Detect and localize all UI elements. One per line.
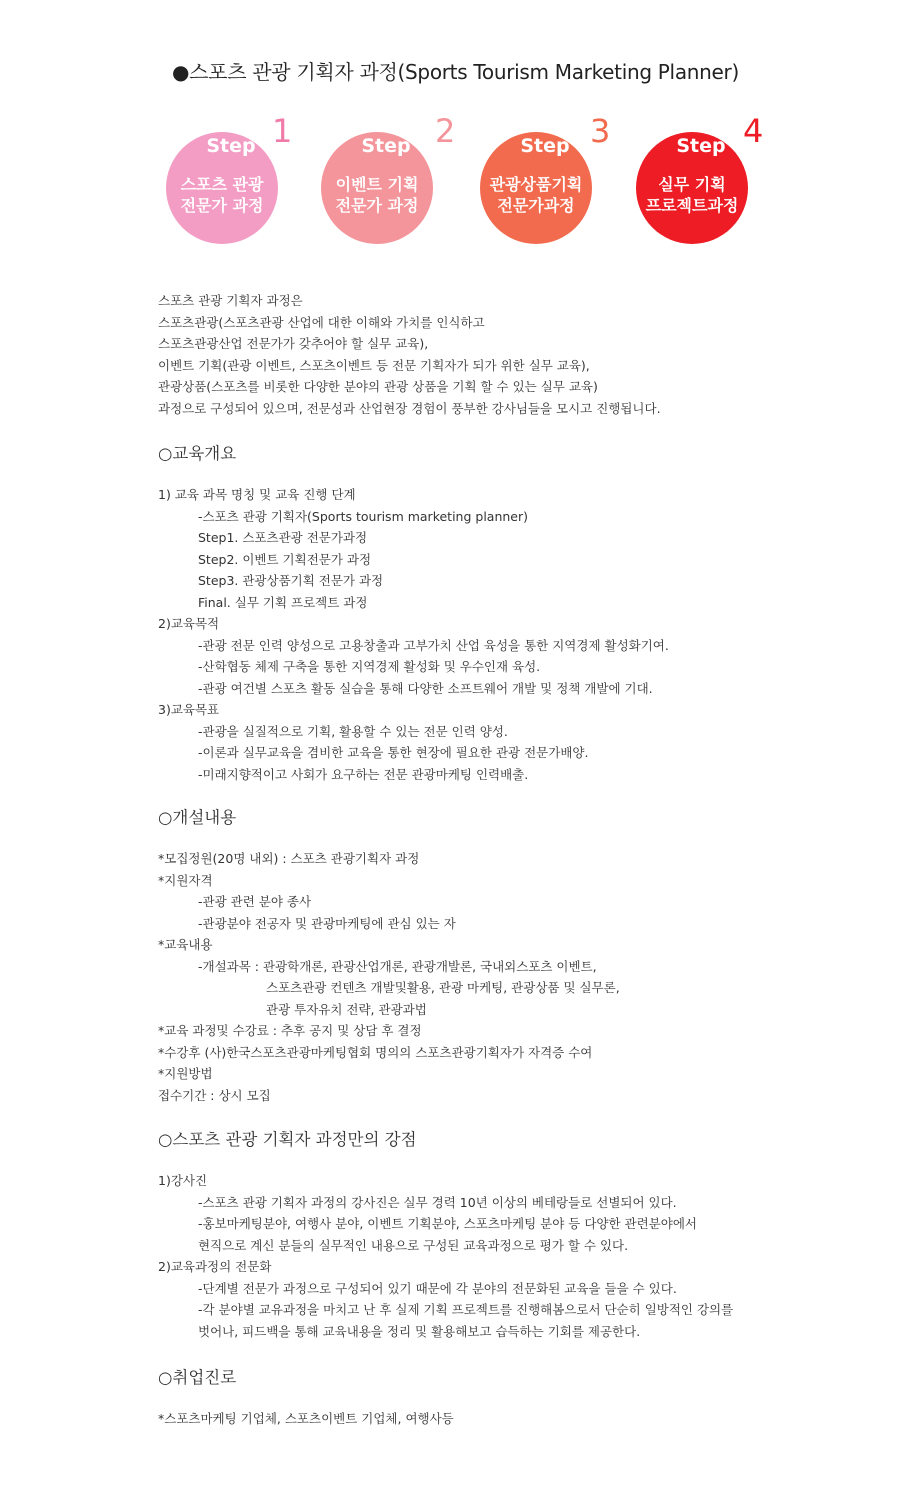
list-item: *교육 과정및 수강료 : 추후 공지 및 상담 후 결정 xyxy=(158,1023,422,1038)
intro-paragraph xyxy=(158,290,858,419)
list-item: *교육내용 xyxy=(158,937,213,952)
step-4-label xyxy=(636,174,748,216)
step-1-line1: 스포츠 관광 xyxy=(180,175,264,194)
list-item: *모집정원(20명 내외) : 스포츠 관광기획자 과정 xyxy=(158,851,420,866)
intro-line: 스포츠 관광 기획자 과정은 xyxy=(158,293,303,308)
step-2-line2: 전문가 과정 xyxy=(335,196,419,215)
section-heading-strengths: ○스포츠 관광 기획자 과정만의 강점 xyxy=(158,1130,417,1149)
step-3-circle xyxy=(480,132,592,244)
step-1-label xyxy=(166,174,278,216)
step-2-word: Step xyxy=(361,135,411,157)
step-3-line1: 관광상품기획 xyxy=(489,175,583,194)
list-item: 관광 투자유치 전략, 관광과법 xyxy=(266,1001,427,1017)
step-1 xyxy=(158,112,293,258)
step-1-word: Step xyxy=(206,135,256,157)
step-4-word: Step xyxy=(676,135,726,157)
page-title: ●스포츠 관광 기획자 과정(Sports Tourism Marketing Planner) xyxy=(172,60,739,84)
section-heading-overview: ○교육개요 xyxy=(158,444,237,463)
list-item: 3)교육목표 xyxy=(158,702,220,717)
list-item: -관광을 실질적으로 기획, 활용할 수 있는 전문 인력 양성. xyxy=(198,723,508,739)
list-item: *스포츠마케팅 기업체, 스포츠이벤트 기업체, 여행사등 xyxy=(158,1411,454,1426)
list-item: -관광 관련 분야 종사 xyxy=(198,894,312,909)
list-item: -이론과 실무교육을 겸비한 교육을 통한 현장에 필요한 관광 전문가배양. xyxy=(198,745,589,760)
list-item: -개설과목 : 관광학개론, 관광산업개론, 관광개발론, 국내외스포츠 이벤트, xyxy=(198,958,597,974)
list-item: -관광분야 전공자 및 관광마케팅에 관심 있는 자 xyxy=(198,915,456,931)
step-3-label xyxy=(480,174,592,216)
step-4-line1: 실무 기획 xyxy=(658,175,726,194)
list-item: Step2. 이벤트 기획전문가 과정 xyxy=(198,551,372,567)
step-2-label xyxy=(321,174,433,216)
step-1-line2: 전문가 과정 xyxy=(180,196,264,215)
step-2-line1: 이벤트 기획 xyxy=(335,175,419,194)
list-item: Step3. 관광상품기획 전문가 과정 xyxy=(198,573,384,588)
list-item: 접수기간 : 상시 모집 xyxy=(158,1087,271,1103)
step-diagram xyxy=(0,112,920,268)
list-item: 스포츠관광 컨텐츠 개발및활용, 관광 마케팅, 관광상품 및 실무론, xyxy=(266,980,620,995)
section-contents-content xyxy=(158,848,620,1106)
intro-line: 스포츠관광(스포츠관광 산업에 대한 이해와 가치를 인식하고 xyxy=(158,314,485,330)
list-item: 2)교육과정의 전문화 xyxy=(158,1259,272,1274)
list-item: 현직으로 계신 분들의 실무적인 내용으로 구성된 교육과정으로 평가 할 수 있다. xyxy=(198,1237,629,1253)
list-item: 1)강사진 xyxy=(158,1173,208,1188)
list-item: -미래지향적이고 사회가 요구하는 전문 관광마케팅 인력배출. xyxy=(198,766,529,782)
list-item: -산학협동 체제 구축을 통한 지역경제 활성화 및 우수인재 육성. xyxy=(198,659,541,674)
list-item: 1) 교육 과목 명칭 및 교육 진행 단계 xyxy=(158,487,356,502)
step-2-number: 2 xyxy=(435,112,456,150)
list-item: *수강후 (사)한국스포츠관광마케팅협회 명의의 스포츠관광기획자가 자격증 수여 xyxy=(158,1044,593,1060)
list-item: 2)교육목적 xyxy=(158,616,220,631)
step-3-number: 3 xyxy=(590,112,611,150)
intro-line: 과정으로 구성되어 있으며, 전문성과 산업현장 경험이 풍부한 강사님들을 모시고 진행됩니다. xyxy=(158,400,661,416)
section-overview-content xyxy=(158,484,669,785)
list-item: -관광 여건별 스포츠 활동 실습을 통해 다양한 소프트웨어 개발 및 정책 개발에 기대. xyxy=(198,680,653,696)
step-4-line2: 프로젝트과정 xyxy=(645,196,739,215)
step-3-line2: 전문가과정 xyxy=(497,196,575,215)
list-item: -스포츠 관광 기획자(Sports tourism marketing planner) xyxy=(198,508,529,524)
step-3 xyxy=(472,112,611,258)
step-4-number: 4 xyxy=(743,112,764,150)
list-item: -단계별 전문가 과정으로 구성되어 있기 때문에 각 분야의 전문화된 교육을 들을 수 있다. xyxy=(198,1280,677,1296)
intro-line: 이벤트 기획(관광 이벤트, 스포츠이벤트 등 전문 기획자가 되가 위한 실무 교육), xyxy=(158,357,590,373)
intro-line: 관광상품(스포츠를 비롯한 다양한 분야의 관광 상품을 기획 할 수 있는 실무 교육) xyxy=(158,379,598,394)
step-1-circle xyxy=(166,132,278,244)
step-4-circle xyxy=(636,132,748,244)
list-item: Final. 실무 기획 프로젝트 과정 xyxy=(198,594,368,610)
section-strengths-content xyxy=(158,1170,733,1342)
step-1-number: 1 xyxy=(272,112,293,150)
step-2 xyxy=(313,112,456,258)
list-item: -관광 전문 인력 양성으로 고용창출과 고부가치 산업 육성을 통한 지역경제 활성화기여. xyxy=(198,637,669,653)
list-item: Step1. 스포츠관광 전문가과정 xyxy=(198,530,368,545)
section-heading-contents: ○개설내용 xyxy=(158,808,237,827)
section-heading-careers: ○취업진로 xyxy=(158,1368,237,1387)
step-3-word: Step xyxy=(520,135,570,157)
list-item: *지원방법 xyxy=(158,1066,213,1081)
list-item: *지원자격 xyxy=(158,872,213,888)
list-item: -각 분야별 교유과정을 마치고 난 후 실제 기획 프로젝트를 진행해봄으로서 단순히 일방적인 강의를 xyxy=(198,1302,734,1317)
list-item: -홍보마케팅분야, 여행사 분야, 이벤트 기획분야, 스포츠마케팅 분야 등 다양한 관련분야에서 xyxy=(198,1216,697,1231)
list-item: 벗어나, 피드백을 통해 교육내용을 정리 및 활용해보고 습득하는 기회를 제공한다. xyxy=(198,1323,641,1339)
intro-line: 스포츠관광산업 전문가가 갖추어야 할 실무 교육), xyxy=(158,336,429,351)
step-2-circle xyxy=(321,132,433,244)
step-4 xyxy=(628,112,764,258)
section-careers-content xyxy=(158,1408,454,1430)
list-item: -스포츠 관광 기획자 과정의 강사진은 실무 경력 10년 이상의 베테랑들로 선별되어 있다. xyxy=(198,1194,677,1210)
